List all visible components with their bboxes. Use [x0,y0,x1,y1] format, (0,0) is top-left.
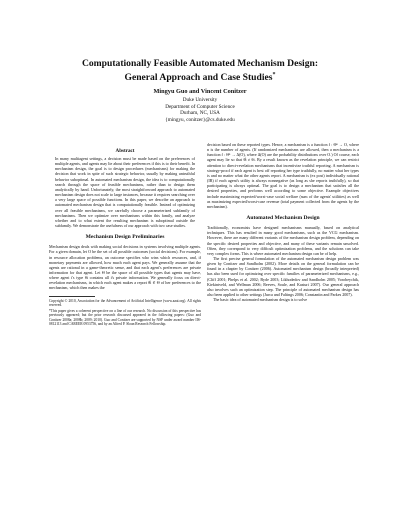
section-paragraph: decision based on these reported types. Hence, a mechanism is a function f : Θⁿ → O, where n is the number of agents. (If randomized mechanisms are allowed, then a mechanism is a function f : Θⁿ → Δ(O), where Δ(O) are the probability distributions over O.) Of course, each agent may lie so that θ̂i ≠ θi. By a result known as the revelation principle, we can restrict attention to direct-revelation mechanisms that incentivize truthful reporting. A mechanism is strategy-proof if each agent is best off reporting her type truthfully, no matter what her types is and no matter what the other agents report. A mechanism is (ex post) individually rational (IR) if each agent's utility is always nonnegative (as long as she reports truthfully), so that participating is always optimal. The goal is to design a mechanism that satisfies all the desired properties, and performs well according to some objective. Example objectives include maximizing expected/worst-case social welfare (sum of the agents' utilities) as well as maximizing expected/worst-case revenue (total payment collected from the agents by the mechanism). [207,142,359,209]
author-names: Mingyu Guo and Vincent Conitzer [153,88,247,95]
abstract-heading: Abstract [115,148,135,154]
copyright-notice: Copyright © 2010, Association for the Advancement of Artificial Intelligence (www.aaai.org). All rights reserved. [49,298,201,308]
section-paragraph: Mechanism design deals with making social decisions in systems involving multiple agents. For a given domain, let O be the set of all possible outcomes (social decisions). For example, in resource allocation problems, an outcome specifies who wins which resources, and, if monetary payments are allowed, how much each agent pays. We generally assume that the agents are rational in a game-theoretic sense, and that each agent's preferences are private information for that agent. Let Θ be the space of all possible types that agents may have, where agent i's type θi contains all i's private information. We generally focus on direct-revelation mechanisms, in which each agent makes a report θ̂i ∈ Θ of her preferences to the mechanism, which then makes the [49,244,201,291]
section-paragraph: Traditionally, economists have designed mechanisms manually, based on analytical techniques. This has resulted in many good mechanisms, such as the VCG mechanism. However, there are many different variants of the mechanism design problem, depending on the specific desired properties and objective, and many of these variants remain unsolved. Often, they correspond to very difficult optimization problems, and the solutions can take very complex forms. This is where automated mechanism design can be of help. [207,225,359,256]
section-paragraph: The basic idea of automated mechanism design is to solve [213,297,308,303]
affiliation-line: Duke University [182,97,218,103]
section-paragraph: The first precise general formulation of the automated mechanism design problem was given by Conitzer and Sandholm (2002). More details on the general formulation can be found in a chapter by Conitzer (2006). Automated mechanism design (broadly interpreted) has also been used for optimizing over specific families of parameterized mechanisms, e.g., (Cliff 2001; Phelps et al. 2002; Byde 2003; Likhodedov and Sandholm 2005; Vorobeychik, Kiekintveld, and Wellman 2006; Reeves, Soule, and Kasturi 2007). Our general approach also involves such an optimization step. The principle of automated mechanism design has also been applied to other settings (Jurca and Faltings 2006; Constantin and Parkes 2007). [207,255,359,298]
section-heading-automated-mechanism-design: Automated Mechanism Design [246,215,320,222]
footnote-divider [49,296,95,297]
affiliation-line: Durham, NC, USA [180,110,220,116]
affiliation-line: Department of Computer Science [165,103,235,110]
section-heading-preliminaries: Mechanism Design Preliminaries [85,234,165,241]
title-line-1: Computationally Feasible Automated Mechanism Design: [81,58,319,69]
right-column [207,142,359,302]
left-column [49,148,201,328]
title-line-2: General Approach and Case Studies [124,71,273,83]
paper-title [40,58,360,83]
affiliation [90,97,310,123]
affiliation-email: {mingyu, conitzer}@cs.duke.edu [165,116,235,123]
title-footnote-mark: * [272,71,276,78]
abstract-text: In many multiagent settings, a decision must be made based on the preferences of multiple agents, and agents may lie about their preferences if this is to their benefit. In mechanism design, the goal is to design procedures (mechanisms) for making the decision that work in spite of such strategic behavior, usually by making untruthful behavior suboptimal. In automated mechanism design, the idea is to computationally search through the space of feasible mechanisms, rather than to design them analytically by hand. Unfortunately, the most straightforward approach to automated mechanism design does not scale to large instances, because it requires searching over a very large space of possible functions. In this paper, we describe an approach to automated mechanism design that is computationally feasible. Instead of optimizing over all feasible mechanisms, we carefully choose a parameterized subfamily of mechanisms. Then we optimize over mechanisms within this family, and analyze whether and to what extent the resulting mechanism is suboptimal outside the subfamily. We demonstrate the usefulness of our approach with two case studies. [55,156,195,229]
footnote-text: *This paper gives a coherent perspective on a line of our research. No discussion of this perspective has previously appeared; but the prior research discussed appeared in the following papers: (Guo and Conitzer 2008a; 2008b; 2009; 2010). Guo and Conitzer are supported by NSF under award number IIS-0812113 and CAREER 0953756, and by an Alfred P. Sloan Research Fellowship. [49,308,201,327]
